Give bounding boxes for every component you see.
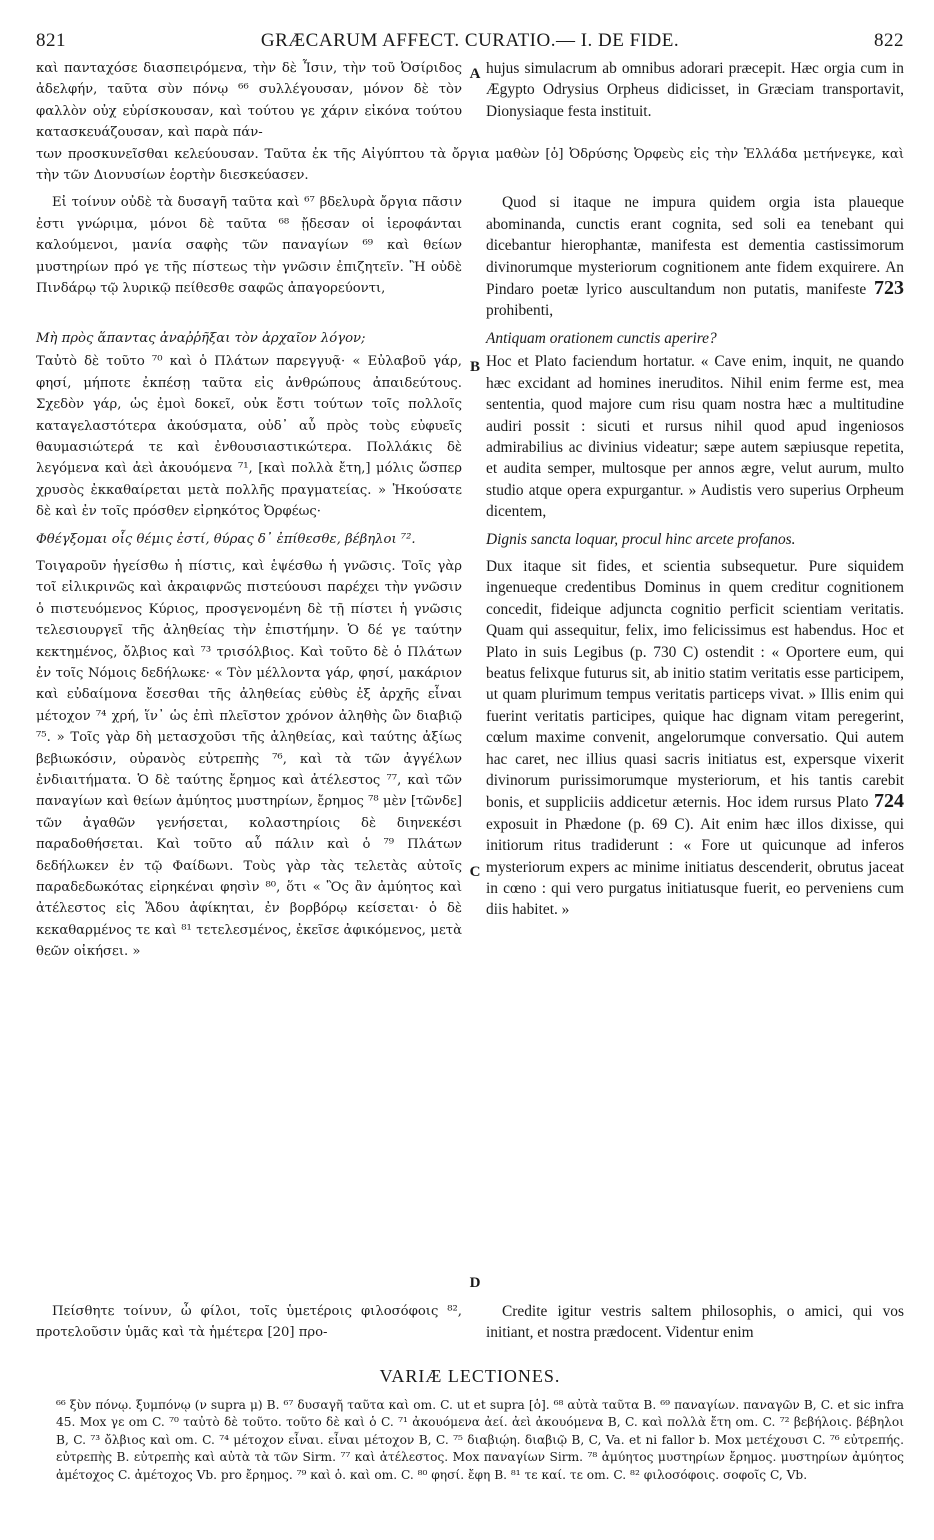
margin-letter-c: C — [469, 863, 481, 880]
block-3 — [36, 328, 904, 349]
latin-text-pre: Quod si itaque ne impura quidem orgia ista plaueque abominanda, cunctis erant cognita, sed soli ea tenebant qui dicebantur hierophantæ, manifesta est dementia castissimorum divinorumque mysteriorum cognitionem ante fidem exquirere. An Pindaro poetæ lyrico auscultandum non putatis, manifeste — [486, 194, 904, 299]
latin-text-post: prohibenti, — [486, 302, 554, 320]
block-5 — [36, 529, 904, 550]
greek-text: καὶ πανταχόσε διασπειρόμενα, τὴν δὲ Ἶσιν, τὴν τοῦ Ὀσίριδος ἀδελφήν, ταῦτα σὺν πόνῳ ⁶⁶ συλλέγουσαν, μόνον δὲ τὸν φαλλὸν οὐχ εὑρίσκουσαν, καὶ τούτου γε χάριν εἰκόνα τούτου κατασκευάζουσαν, καὶ παρὰ πάν- — [36, 61, 462, 141]
block-1 — [36, 58, 904, 144]
latin-text-post: exposuit in Phædone (p. 69 C). Ait enim hæc illos dixisse, qui initiorum ritus tradiderunt : « Fore ut quicunque ad inferos mysteriorum expers ac minime initiatus descenderit, obrutus jaceat in cœno : qui vero purgatus initiatusque fuerit, eo perveniens cum diis habitet. » — [486, 815, 904, 919]
latin-verse: Antiquam orationem cunctis aperire? — [486, 329, 717, 347]
margin-letter-d: D — [469, 1275, 481, 1292]
latin-text — [482, 556, 904, 921]
block-4 — [36, 351, 904, 522]
latin-verse: Dignis sancta loquar, procul hinc arcete profanos. — [486, 530, 796, 548]
parallel-columns — [36, 58, 904, 1344]
greek-full-width: των προσκυνεῖσθαι κελεύουσαν. Ταῦτα ἐκ τῆς Αἰγύπτου τὰ ὄργια μαθὼν [ὁ] Ὀδρύσης Ὀρφεὺς εἰς τὴν Ἑλλάδα μετήνεγκε, καὶ τὴν τῶν Διονυσίων ἑορτὴν διεσκεύασεν. — [36, 146, 904, 184]
latin-text: Credite igitur vestris saltem philosophis, o amici, qui vos initiant, et nostra prædocent. Videntur enim — [486, 1302, 904, 1342]
margin-letter-b: B — [469, 359, 480, 376]
left-page-number: 821 — [36, 30, 66, 51]
running-title: GRÆCARUM AFFECT. CURATIO.— I. DE FIDE. — [260, 30, 680, 51]
latin-text: hujus simulacrum ab omnibus adorari præcepit. Hæc orgia cum in Ægypto Odrysius Orpheus didicisset, in Græciam transportavit, Dionysiaque festa instituit. — [486, 60, 904, 120]
greek-text: Πείσθητε τοίνυν, ὦ φίλοι, τοῖς ὑμετέροις φιλοσόφοις ⁸², προτελοῦσιν ὑμᾶς καὶ τὰ ἡμέτερα [20] προ- — [36, 1303, 462, 1341]
variae-lectiones-text: ⁶⁶ ξὺν πόνῳ. ξυμπόνῳ (ν supra μ) B. ⁶⁷ δυσαγῆ ταῦτα καὶ om. C. ut et supra [ὁ]. ⁶⁸ αὐτὰ ταῦτα B. ⁶⁹ παναγίων. παναγῶν B, C. et sic infra 45. Mox γε om C. ⁷⁰ ταὐτὸ δὲ τοῦτο. τοῦτο δὲ καὶ ὁ C. ⁷¹ ἀκουόμενα ἀεί. ἀεὶ ἀκουόμενα B, C. καὶ πολλὰ ἔτη om. C. ⁷² βεβήλοις. βέβηλοι B, C. ⁷³ ὄλβιος καὶ om. C. ⁷⁴ μέτοχον εἶναι. εἶναι μέτοχον B, C. ⁷⁵ διαβιῴη. διαβιῷ B, C, Va. et ni fallor b. Mox μετέχουσι C. ⁷⁶ εὐτρεπής. εὐτρεπὴς B. εὐτρεπὴς καὶ αὐτὰ τὰ τῶν Sirm. ⁷⁷ καὶ ἀτέλεστος. Mox παναγίων Sirm. ⁷⁸ ἀμύητος μυστηρίων ἔρημος. μυστηρίων ἀμύητος ἀμέτοχος C. ἀμέτοχος Vb. pro ἔρημος. ⁷⁹ καὶ ὁ. καὶ om. C. ⁸⁰ φησί. ἔφη B. ⁸¹ τε καί. τε om. C. ⁸² φιλοσόφοις. σοφοῖς C, Vb. — [56, 1397, 904, 1482]
block-6 — [36, 556, 904, 1295]
latin-text: Hoc et Plato faciendum hortatur. « Cave enim, inquit, ne quando hæc excidant ad homines ineruditos. Nihil enim ferme est, mea sententia, quod majore cum risu quam nostra hæc a multitudine audiri possit : sicuti et rursus nihil quod apud ingeniosos admirabilius ac divinius videatur; sæpe autem sæpiusque repetita, et audita semper, multosque per annos ægre, velut aurum, multo studio atque opera expurgantur. » Audistis vero superius Orpheum dicentem, — [486, 353, 904, 521]
latin-text — [482, 192, 904, 321]
greek-verse: Μὴ πρὸς ἅπαντας ἀναῤῥῆξαι τὸν ἀρχαῖον λόγον; — [36, 330, 366, 346]
right-page-number: 822 — [874, 30, 904, 51]
greek-text: Ταὐτὸ δὲ τοῦτο ⁷⁰ καὶ ὁ Πλάτων παρεγγυᾷ· « Εὐλαβοῦ γάρ, φησί, μήποτε ἐκπέσῃ ταῦτα εἰς ἀνθρώπους ἀπαιδεύτους. Σχεδὸν γάρ, ὡς ἐμοὶ δοκεῖ, οὐκ ἔστι τούτων τοῖς πολλοῖς καταγελαστότερα ἀκούσματα, οὐδ᾽ αὖ πρὸς τοὺς εὐφυεῖς θαυμασιώτερά τε καὶ ἐνθουσιαστικώτερα. Πολλάκις δὲ λεγόμενα καὶ ἀεὶ ἀκουόμενα ⁷¹, [καὶ πολλὰ ἔτη,] μόλις ὥσπερ χρυσὸς ἐκκαθαίρεται μετὰ πολλῆς πραγματείας. » Ἠκούσατε δὲ καὶ ἐν τοῖς πρόσθεν εἰρηκότος Ὀρφέως· — [36, 354, 462, 520]
block-2 — [36, 192, 904, 321]
margin-letters-c-d — [468, 556, 482, 1295]
page-reference: 723 — [874, 277, 904, 300]
margin-letter-a: A — [469, 66, 481, 82]
greek-text: Τοιγαροῦν ἡγείσθω ἡ πίστις, καὶ ἑψέσθω ἡ γνῶσις. Τοῖς γὰρ τοῖ εἰλικρινῶς καὶ ἀκραιφνῶς πιστεύουσι παρέχει τὴν γνῶσιν ὁ πιστευόμενος Κύριος, προσγενομένη δὲ τῇ πίστει ἡ γνῶσις τελεσιουργεῖ τῆς ἀληθείας τὴν ἐπιστήμην. Ὁ δέ γε ταύτην κεκτημένος, ὄλβιος καὶ ⁷³ τρισόλβιος. Καὶ τοῦτο δὲ ὁ Πλάτων ἐν τοῖς Νόμοις δεδήλωκε· « Τὸν μέλλοντα γάρ, φησί, μακάριον καὶ εὐδαίμονα ἔσεσθαι τῆς ἀληθείας εὐθὺς ἐξ ἀρχῆς εἶναι μέτοχον ⁷⁴ χρή, ἵν᾽ ὡς ἐπὶ πλεῖστον χρόνον ἀληθὴς ὢν διαβιῷ ⁷⁵. » Τοῖς γὰρ δὴ μετασχοῦσι τῆς ἀληθείας, καὶ ταύτης ἀξίως βεβιωκόσιν, οὐρανὸς εὐτρεπὴς ⁷⁶, καὶ τὰ τῶν ἀγγέλων ἐνδιαιτήματα. Ὁ δὲ ταύτης ἔρημος καὶ ἀτέλεστος ⁷⁷, καὶ τῶν παναγίων καὶ θείων ἀμύητος μυστηρίων, ἔρημος ⁷⁸ μὲν [τῶνδε] τῶν ἀγαθῶν γενήσεται, κολαστηρίοις δὲ διηνεκέσι παραδοθήσεται. Καὶ τοῦτο αὖ πάλιν καὶ ὁ ⁷⁹ Πλάτων δεδήλωκεν ἐν τῷ Φαίδωνι. Τοὺς γὰρ τὰς τελετὰς αὐτοῖς παραδεδωκότας εἰρηκέναι φησὶν ⁸⁰, ὅτι « Ὃς ἂν ἀμύητος καὶ ἀτέλεστος εἰς Ἅδου ἀφίκηται, ἐν βορβόρῳ κείσεται· ὁ δὲ κεκαθαρμένος τε καὶ ⁸¹ τετελεσμένος, ἐκεῖσε ἀφικόμενος, μετὰ θεῶν οἰκήσει. » — [36, 558, 462, 960]
greek-text: Εἰ τοίνυν οὐδὲ τὰ δυσαγῆ ταῦτα καὶ ⁶⁷ βδελυρὰ ὄργια πᾶσιν ἐστι γνώριμα, μόνοι δὲ ταῦτα ⁶⁸ ᾔδεσαν οἱ ἱεροφάνται καλούμενοι, μανία σαφὴς τῶν παναγίων ⁶⁹ καὶ θείων μυστηρίων πρό γε τῆς πίστεως τὴν γνῶσιν ἐπιζητεῖν. Ἢ οὐδὲ Πινδάρῳ τῷ λυρικῷ πείθεσθε σαφῶς ἀπαγορεύοντι, — [36, 195, 462, 297]
page-reference: 724 — [874, 790, 904, 813]
variae-lectiones-heading: VARIÆ LECTIONES. — [379, 1365, 561, 1386]
block-7 — [36, 1301, 904, 1344]
running-header — [36, 30, 904, 52]
latin-text-pre: Dux itaque sit fides, et scientia subsequetur. Pure siquidem ingenueque credentibus Dominus in quem creditur cognitionem concedit, fideique adjuncta cognitio perficit scientiam veritatis. Quam qui assequitur, felix, imo felicissimus est habendus. Hoc et Plato in suis Legibus (p. 730 C) ostendit : « Oportere eum, qui beatus felixque futurus sit, ab initio statim veritatis esse participem, ut quam plurimum tempus veritatis particeps vivat. » Illis enim qui fuerint veritatis participes, quique hac dignam vitam peregerint, cœlum maxime convenit, angelorumque conversatio. Qui autem hac caret, nec illius quasi sacris initiatus est, expersque vixerit divinorum purissimorumque mysteriorum, et his tantis carebit bonis, et suppliciis addicetur æternis. Hoc idem rursus Plato — [486, 557, 904, 812]
greek-verse: Φθέγξομαι οἷς θέμις ἐστί, θύρας δ᾽ ἐπίθεσθε, βέβηλοι ⁷². — [36, 531, 416, 547]
